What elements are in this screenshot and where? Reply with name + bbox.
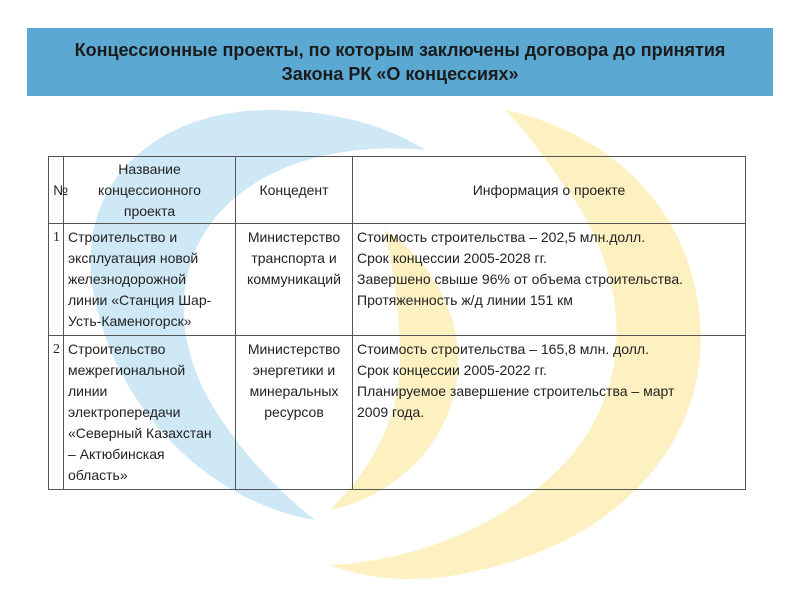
header-concedent: Концедент bbox=[236, 157, 353, 224]
slide-title-line-2: Закона РК «О концессиях» bbox=[281, 64, 519, 84]
project-info-cell bbox=[353, 224, 746, 336]
row-number: 1 bbox=[49, 224, 64, 336]
project-info-line: Завершено свыше 96% от объема строительства. bbox=[357, 271, 684, 287]
project-info-line: Стоимость строительства – 165,8 млн. долл. bbox=[357, 341, 649, 357]
concedent-cell bbox=[236, 336, 353, 490]
project-name-line: линии bbox=[68, 383, 108, 399]
table-row bbox=[49, 336, 746, 490]
concedent-line: энергетики и bbox=[252, 362, 336, 378]
concedent-line: транспорта и bbox=[251, 250, 337, 266]
project-name-line: Усть-Каменогорск» bbox=[68, 313, 192, 329]
header-project-name-line: концессионного bbox=[98, 181, 201, 198]
project-info-line: Срок концессии 2005-2028 гг. bbox=[357, 250, 547, 266]
project-name-cell bbox=[64, 336, 236, 490]
concedent-line: Министерство bbox=[247, 341, 341, 357]
title-banner bbox=[27, 28, 773, 96]
project-name-line: межрегиональной bbox=[68, 362, 186, 378]
concedent-line: минеральных bbox=[249, 383, 339, 399]
concession-projects-table bbox=[48, 156, 746, 490]
concedent-line: коммуникаций bbox=[247, 271, 341, 287]
concedent-line: ресурсов bbox=[264, 404, 324, 420]
project-info-line: 2009 года. bbox=[357, 404, 425, 420]
table-row bbox=[49, 224, 746, 336]
header-project-name bbox=[64, 157, 236, 224]
concedent-line: Министерство bbox=[247, 229, 341, 245]
header-project-info: Информация о проекте bbox=[353, 157, 746, 224]
project-info-cell bbox=[353, 336, 746, 490]
header-number: № bbox=[49, 157, 64, 224]
project-info-line: Срок концессии 2005-2022 гг. bbox=[357, 362, 547, 378]
table-header-row bbox=[49, 157, 746, 224]
concedent-cell bbox=[236, 224, 353, 336]
project-name-line: железнодорожной bbox=[68, 271, 187, 287]
project-info-line: Стоимость строительства – 202,5 млн.долл. bbox=[357, 229, 646, 245]
slide-title-line-1: Концессионные проекты, по которым заключены договора до принятия bbox=[74, 40, 726, 60]
project-name-line: область» bbox=[68, 467, 128, 483]
project-name-line: линии «Станция Шар- bbox=[68, 292, 212, 308]
project-info-line: Планируемое завершение строительства – март bbox=[357, 383, 675, 399]
header-project-name-line: проекта bbox=[123, 202, 176, 219]
project-name-cell bbox=[64, 224, 236, 336]
project-name-line: Строительство и bbox=[68, 229, 178, 245]
project-name-line: электропередачи bbox=[68, 404, 181, 420]
project-name-line: – Актюбинская bbox=[68, 446, 165, 462]
project-name-line: Строительство bbox=[68, 341, 166, 357]
project-name-line: эксплуатация новой bbox=[68, 250, 199, 266]
project-info-line: Протяженность ж/д линии 151 км bbox=[357, 292, 573, 308]
row-number: 2 bbox=[49, 336, 64, 490]
header-project-name-line: Название bbox=[118, 160, 181, 177]
project-name-line: «Северный Казахстан bbox=[68, 425, 212, 441]
